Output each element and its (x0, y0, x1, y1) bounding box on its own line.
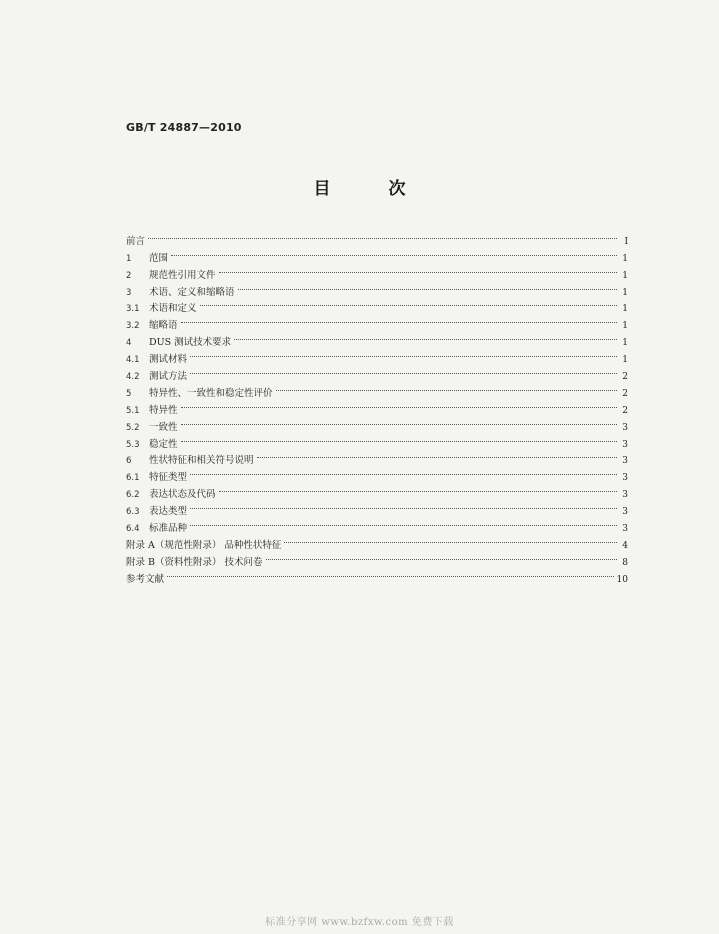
toc-entry-label: DUS 测试技术要求 (149, 337, 232, 349)
toc-entry-page: 1 (622, 338, 628, 349)
toc-entry-label: 规范性引用文件 (149, 269, 216, 281)
toc-entry[interactable] (126, 447, 628, 467)
toc-entry-label: 表达类型 (149, 506, 188, 518)
toc-entry[interactable] (126, 345, 628, 366)
toc-dot-leader (167, 565, 614, 582)
toc-dot-leader (238, 278, 617, 295)
toc-entry-page: 2 (622, 388, 628, 399)
toc-dot-leader (266, 548, 617, 565)
toc-dot-leader (276, 379, 617, 396)
toc-entry-label: 术语和定义 (149, 303, 197, 315)
toc-dot-leader (257, 447, 617, 464)
toc-entry-page: 1 (622, 321, 628, 332)
toc-entry-number: 6.2 (126, 490, 140, 501)
toc-entry-number: 2 (126, 270, 132, 281)
toc-entry-label: 表达状态及代码 (149, 489, 216, 501)
toc-entry-number: 3.1 (126, 304, 140, 315)
toc-entry-number: 5 (126, 388, 132, 399)
toc-entry-number: 6 (126, 456, 132, 467)
toc-dot-leader (200, 295, 617, 312)
toc-entry[interactable] (126, 463, 628, 484)
toc-entry-page: 3 (622, 439, 628, 450)
toc-entry-label: 一致性 (149, 421, 178, 433)
toc-entry[interactable] (126, 379, 628, 399)
toc-entry-page: 10 (616, 574, 628, 585)
toc-entry-page: 3 (622, 456, 628, 467)
toc-dot-leader (234, 328, 617, 345)
toc-entry-label: 附录 A（规范性附录） 品种性状特征 (126, 539, 282, 551)
toc-entry-number: 3.2 (126, 321, 140, 332)
toc-dot-leader (219, 480, 617, 497)
toc-entry-label: 前言 (126, 235, 146, 247)
toc-dot-leader (190, 345, 617, 362)
toc-entry-page: 1 (622, 355, 628, 366)
toc-entry-number: 6.3 (126, 507, 140, 518)
toc-title: 目 次 (313, 179, 432, 199)
toc-dot-leader (181, 413, 617, 430)
toc-entry-page: 4 (622, 540, 628, 551)
toc-dot-leader (190, 362, 617, 379)
toc-entry-page: Ⅰ (624, 236, 628, 247)
toc-entry-number: 1 (126, 253, 132, 264)
toc-entry[interactable] (126, 514, 628, 535)
toc-entry[interactable] (126, 480, 628, 501)
toc-entry[interactable] (126, 531, 628, 551)
toc-entry-page: 2 (622, 405, 628, 416)
toc-entry-number: 5.3 (126, 439, 140, 450)
toc-entry-label: 标准品种 (149, 523, 188, 535)
toc-entry-label: 性状特征和相关符号说明 (149, 455, 254, 467)
toc-entry[interactable] (126, 396, 628, 416)
toc-dot-leader (148, 227, 617, 244)
table-of-contents (126, 227, 628, 585)
toc-entry[interactable] (126, 497, 628, 518)
toc-entry-page: 1 (622, 253, 628, 264)
toc-dot-leader (181, 430, 617, 447)
toc-entry-number: 6.1 (126, 473, 140, 484)
toc-entry-label: 测试方法 (149, 371, 188, 383)
toc-entry-number: 5.2 (126, 422, 140, 433)
standard-code: GB/T 24887—2010 (126, 121, 242, 134)
toc-dot-leader (190, 463, 617, 480)
toc-entry-number: 4.1 (126, 355, 140, 366)
toc-entry-page: 3 (622, 507, 628, 518)
toc-entry-number: 6.4 (126, 524, 140, 535)
toc-entry-number: 4.2 (126, 372, 140, 383)
toc-entry-label: 特异性 (149, 404, 178, 416)
toc-entry[interactable] (126, 295, 628, 315)
toc-entry-number: 5.1 (126, 405, 140, 416)
toc-entry[interactable] (126, 413, 628, 433)
watermark-footer: 标准分享网 www.bzfxw.com 免费下载 (265, 917, 454, 928)
toc-dot-leader (171, 244, 617, 261)
toc-entry-label: 测试材料 (149, 354, 188, 366)
toc-entry[interactable] (126, 311, 628, 332)
toc-entry-label: 缩略语 (149, 320, 178, 332)
toc-dot-leader (181, 311, 617, 328)
toc-entry[interactable] (126, 227, 628, 247)
toc-entry[interactable] (126, 565, 628, 585)
toc-entry-label: 稳定性 (149, 438, 178, 450)
toc-entry-page: 2 (622, 372, 628, 383)
toc-dot-leader (284, 531, 617, 548)
toc-entry[interactable] (126, 261, 628, 281)
toc-entry[interactable] (126, 362, 628, 383)
toc-entry-page: 8 (622, 557, 628, 568)
toc-dot-leader (190, 497, 617, 514)
toc-entry-page: 1 (622, 270, 628, 281)
toc-entry[interactable] (126, 244, 628, 264)
toc-entry-page: 3 (622, 473, 628, 484)
toc-entry-label: 特征类型 (149, 472, 188, 484)
toc-entry-number: 4 (126, 338, 132, 349)
toc-entry-page: 3 (622, 524, 628, 535)
toc-entry-label: 范围 (149, 252, 169, 264)
toc-entry-page: 3 (622, 422, 628, 433)
toc-dot-leader (219, 261, 617, 278)
toc-entry-page: 3 (622, 490, 628, 501)
toc-entry-label: 附录 B（资料性附录） 技术问卷 (126, 556, 263, 568)
toc-dot-leader (181, 396, 617, 413)
toc-entry-label: 参考文献 (126, 573, 165, 585)
toc-entry-page: 1 (622, 287, 628, 298)
toc-entry[interactable] (126, 430, 628, 450)
toc-entry-number: 3 (126, 287, 132, 298)
toc-entry-page: 1 (622, 304, 628, 315)
toc-entry-label: 特异性、一致性和稳定性评价 (149, 387, 273, 399)
toc-dot-leader (190, 514, 617, 531)
toc-entry-label: 术语、定义和缩略语 (149, 286, 235, 298)
toc-entry[interactable] (126, 328, 628, 349)
